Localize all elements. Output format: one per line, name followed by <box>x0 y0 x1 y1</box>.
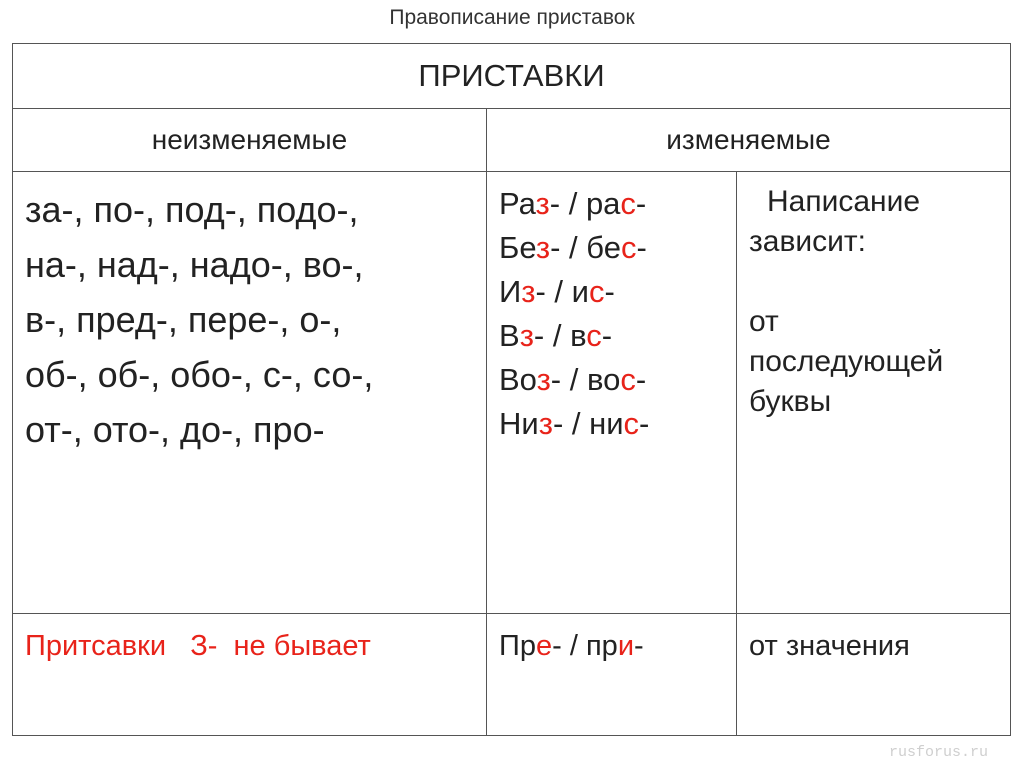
group-header-unchanging: неизменяемые <box>13 109 487 172</box>
rule-text: последующей <box>749 345 944 378</box>
prefix-list-line: в-, пред-, пере-, о-, <box>25 299 342 340</box>
rule-text: от <box>749 305 779 338</box>
rule-text: буквы <box>749 385 832 418</box>
prefix-list-line: за-, по-, под-, подо-, <box>25 189 359 230</box>
prefix-list-line: от-, ото-, до-, про- <box>25 409 325 450</box>
prefix-pair: Раз- / рас- <box>499 186 647 221</box>
prefix-rules-table <box>12 43 1011 736</box>
changing-prefix-pairs-cell <box>487 172 737 614</box>
prefix-list-line: на-, над-, надо-, во-, <box>25 244 364 285</box>
no-z-prefix-note: Притсавки З- не бывает <box>13 614 487 736</box>
watermark: rusforus.ru <box>888 744 988 761</box>
prefix-list-line: об-, об-, обо-, с-, со-, <box>25 354 374 395</box>
unchanging-prefixes-cell <box>13 172 487 614</box>
rule-text: зависит: <box>749 225 866 258</box>
prefix-pair: Низ- / нис- <box>499 406 650 441</box>
prefix-pair: Вз- / вс- <box>499 318 613 353</box>
group-header-changing: изменяемые <box>487 109 1011 172</box>
rule-text: Написание <box>767 185 921 218</box>
page-title: Правописание приставок <box>389 6 635 29</box>
prefix-pair: Воз- / вос- <box>499 362 647 397</box>
spelling-rule-cell <box>737 172 1011 614</box>
meaning-rule-cell: от значения <box>737 614 1011 736</box>
prefix-pair: Из- / ис- <box>499 274 615 309</box>
table-header: ПРИСТАВКИ <box>13 44 1011 109</box>
pre-pri-pair-cell: Пре- / при- <box>487 614 737 736</box>
prefix-pair: Без- / бес- <box>499 230 647 265</box>
